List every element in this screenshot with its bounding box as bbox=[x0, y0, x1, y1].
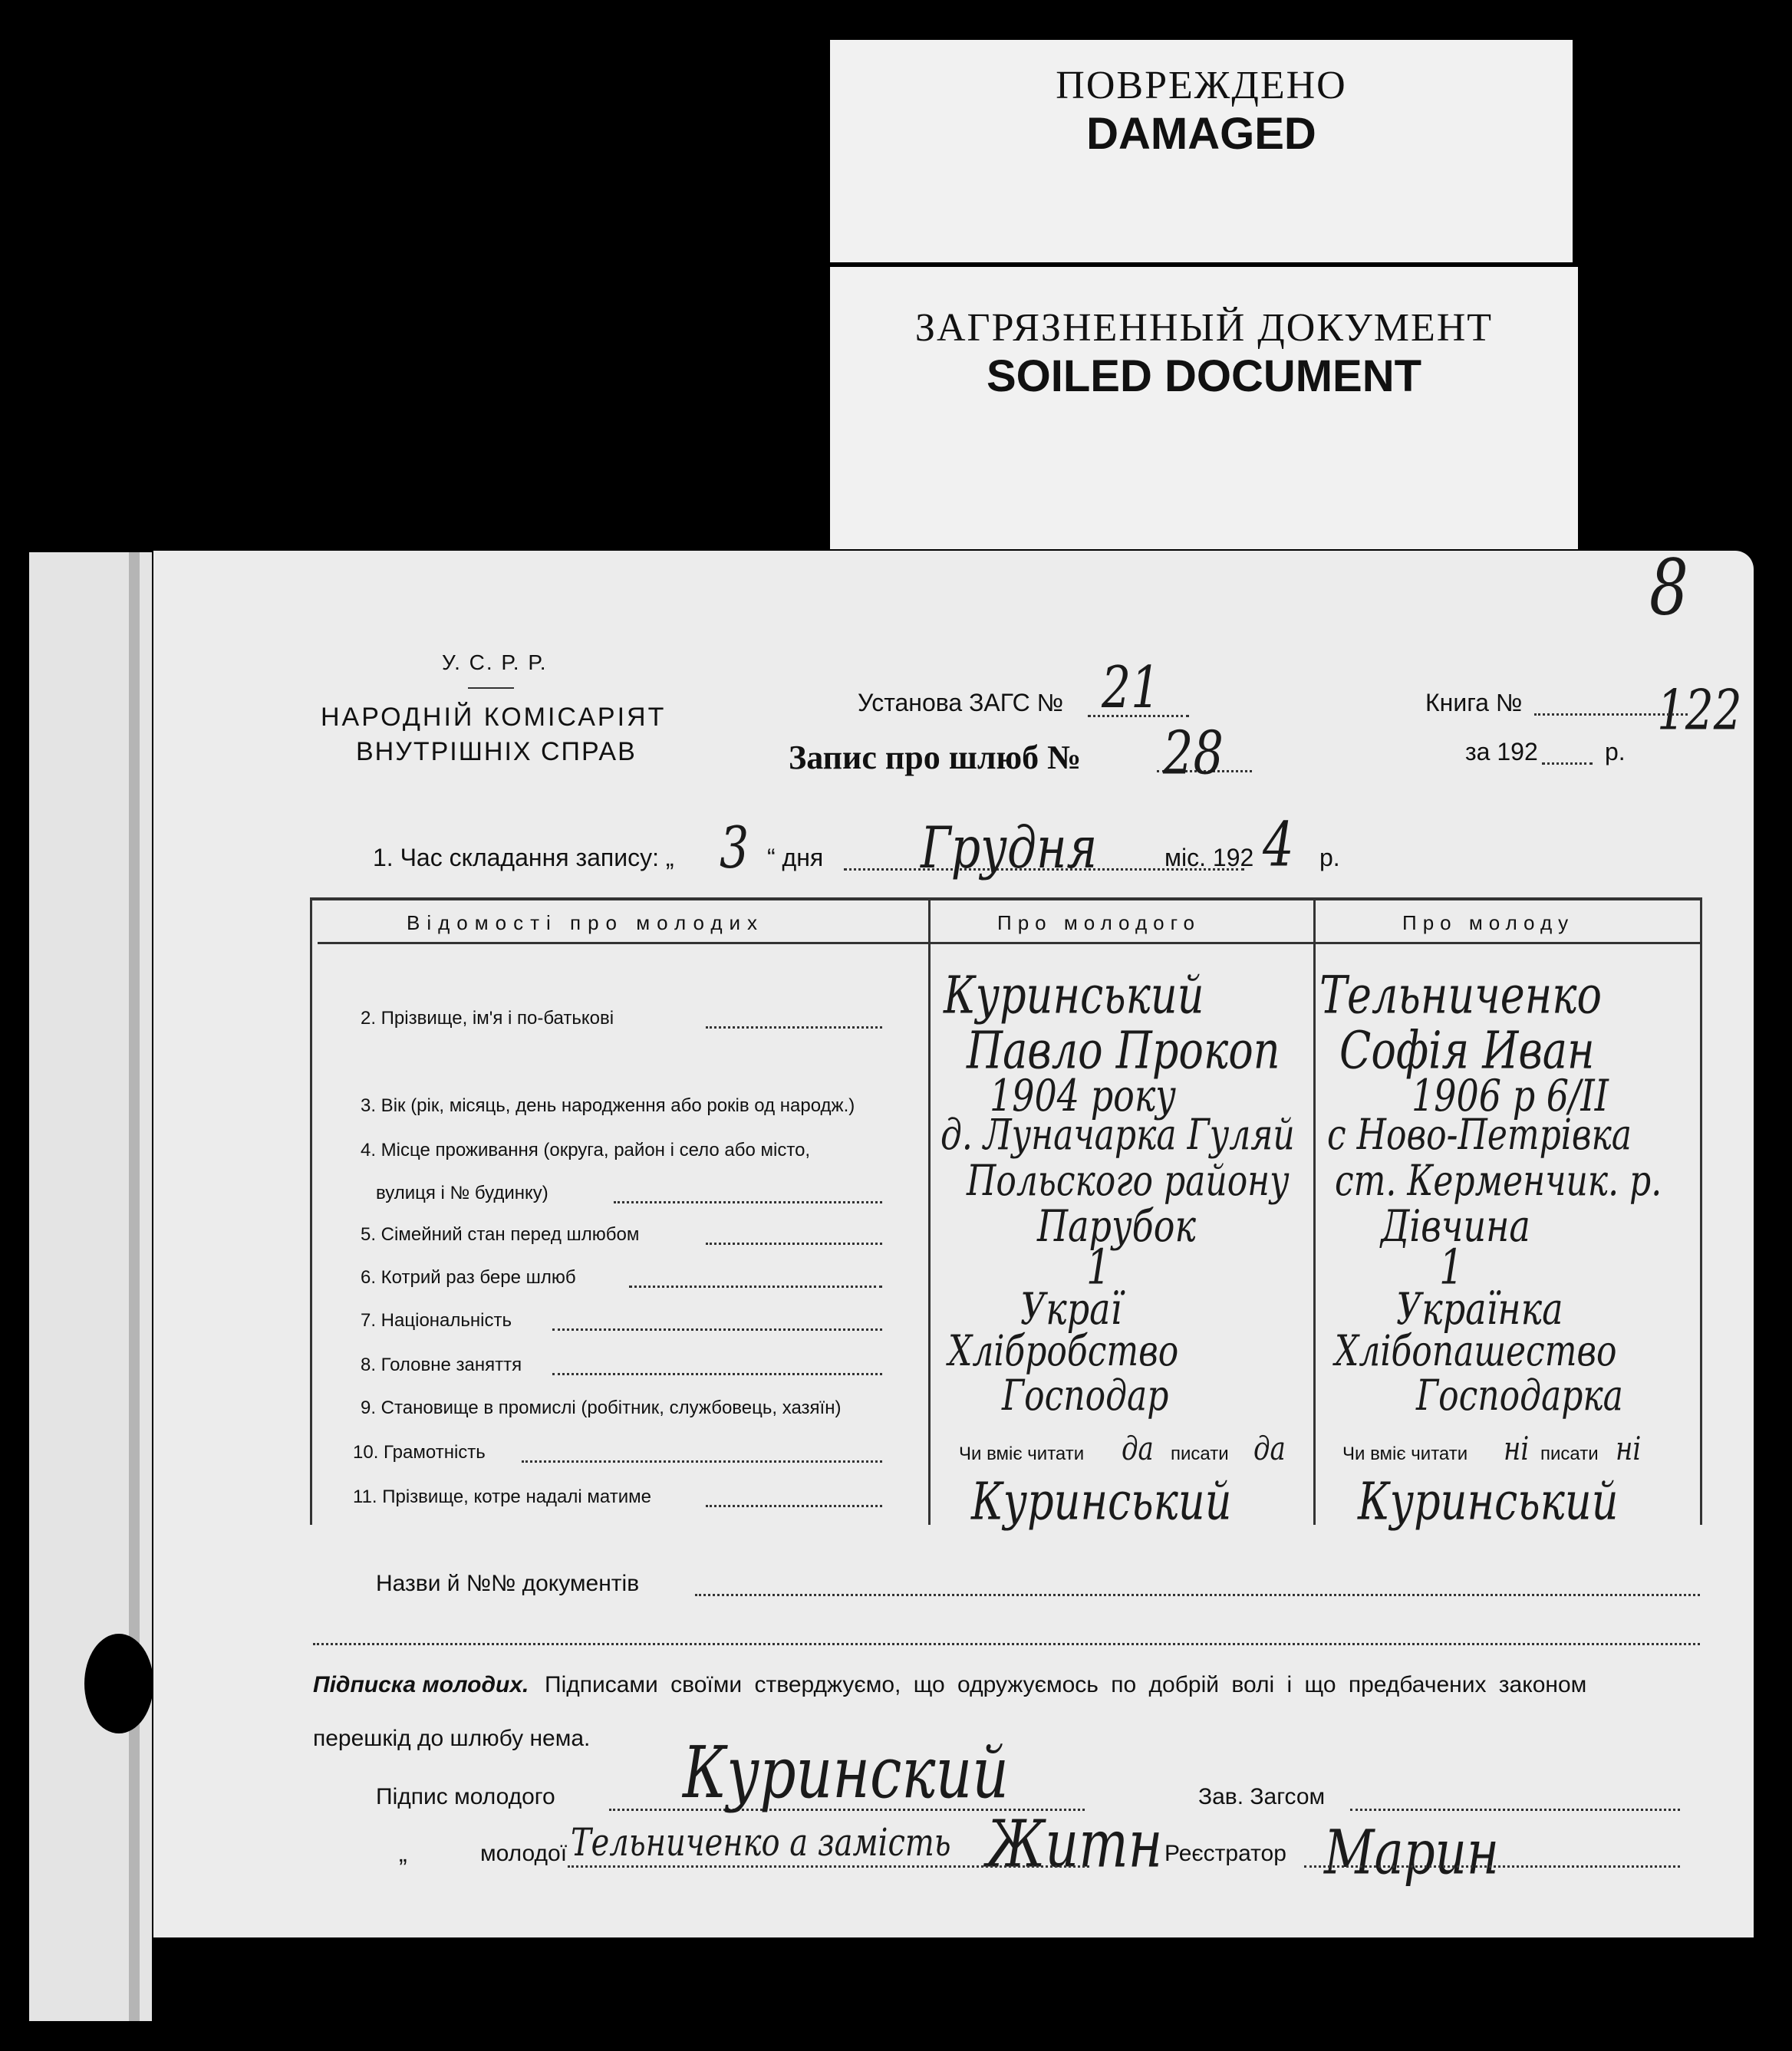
row-label-residence-2: вулиця і № будинку) bbox=[376, 1183, 548, 1203]
row-label-literacy: 10. Грамотність bbox=[353, 1442, 486, 1463]
bride-signature-line bbox=[568, 1865, 1089, 1868]
entry-time-label: 1. Час складання запису: „ bbox=[373, 844, 674, 871]
registrar-signature: Марин bbox=[1324, 1818, 1500, 1889]
table-left-border bbox=[310, 897, 312, 1525]
bride-birth: 1906 р 6/II bbox=[1412, 1069, 1609, 1121]
groom-signature-label: Підпис молодого bbox=[376, 1784, 555, 1809]
row-dots bbox=[706, 1026, 882, 1029]
groom-read-value: да bbox=[1122, 1430, 1154, 1468]
groom-occupation: Хлібробство bbox=[948, 1327, 1179, 1376]
groom-nationality: Украї bbox=[1020, 1282, 1122, 1335]
groom-read-label: Чи вміє читати bbox=[959, 1444, 1085, 1464]
row-label-marital: 5. Сімейний стан перед шлюбом bbox=[361, 1224, 640, 1245]
row-dots bbox=[614, 1201, 882, 1203]
groom-marriage-count: 1 bbox=[1086, 1239, 1111, 1295]
bride-signature-label: молодої bbox=[480, 1841, 568, 1866]
entry-suffix: р. bbox=[1319, 844, 1340, 871]
bride-surname: Тельниченко bbox=[1319, 965, 1602, 1026]
binding-seam bbox=[129, 552, 140, 2021]
office-no: 21 bbox=[1102, 654, 1161, 722]
head-registrar-line bbox=[1350, 1809, 1680, 1811]
row-label-age: 3. Вік (рік, місяць, день народження або років од народж.) bbox=[361, 1095, 855, 1116]
entry-month: Грудня bbox=[921, 815, 1098, 882]
groom-surname: Куринський bbox=[944, 965, 1204, 1026]
record-title: Запис про шлюб № bbox=[789, 739, 1082, 776]
punch-hole bbox=[84, 1634, 153, 1733]
head-registrar-label: Зав. Загсом bbox=[1198, 1784, 1326, 1809]
entry-year-digit: 4 bbox=[1263, 810, 1294, 881]
row-label-occupation: 8. Головне заняття bbox=[361, 1355, 522, 1375]
entry-day: 3 bbox=[720, 815, 749, 882]
table-right-border bbox=[1700, 897, 1702, 1525]
groom-future-surname: Куринський bbox=[971, 1471, 1232, 1532]
groom-residence-1: д. Луначарка Гуляй bbox=[940, 1111, 1295, 1160]
groom-position: Господар bbox=[1002, 1371, 1169, 1421]
soiled-label bbox=[830, 267, 1578, 549]
soiled-label-en: SOILED DOCUMENT bbox=[986, 351, 1422, 401]
book-label: Книга № bbox=[1425, 689, 1523, 716]
table-col-divider-2 bbox=[1313, 897, 1316, 1525]
ussr-header: У. С. Р. Р. bbox=[442, 650, 548, 674]
groom-signature: Куринский bbox=[683, 1732, 1009, 1815]
year-line bbox=[1542, 762, 1593, 765]
witness-signature: Житн bbox=[987, 1807, 1163, 1883]
registrar-label: Реєстратор bbox=[1164, 1841, 1286, 1866]
office-label: Установа ЗАГС № bbox=[858, 689, 1063, 716]
bride-marital: Дівчина bbox=[1381, 1200, 1530, 1252]
margin-note-number: 122 bbox=[1657, 677, 1742, 742]
year-suffix: р. bbox=[1605, 738, 1626, 765]
declaration-lead: Підписка молодих. bbox=[313, 1672, 529, 1697]
declaration-text-1: Підписами своїми стверджуємо, що одружуємось по добрій волі і що предбачених законом bbox=[545, 1672, 1587, 1697]
row-label-name: 2. Прізвище, ім'я і по-батькові bbox=[361, 1008, 614, 1029]
damaged-label bbox=[830, 40, 1573, 262]
groom-write-value: да bbox=[1253, 1430, 1286, 1468]
documents-line-2 bbox=[313, 1643, 1700, 1645]
bride-signature: Тельниченко а замість bbox=[571, 1821, 951, 1865]
year-label: за 192 bbox=[1465, 738, 1538, 765]
groom-marital: Парубок bbox=[1037, 1200, 1196, 1252]
bride-occupation: Хлібопашество bbox=[1335, 1327, 1617, 1376]
col-header-info: Відомості про молодих bbox=[407, 911, 765, 934]
registrar-line bbox=[1304, 1865, 1680, 1868]
bride-signature-prefix: „ bbox=[399, 1839, 407, 1867]
documents-label: Назви й №№ документів bbox=[376, 1571, 640, 1596]
groom-write-label: писати bbox=[1171, 1444, 1229, 1464]
row-dots bbox=[629, 1286, 882, 1288]
row-label-marriage-count: 6. Котрий раз бере шлюб bbox=[361, 1267, 576, 1288]
bride-read-label: Чи вміє читати bbox=[1342, 1444, 1468, 1464]
row-dots bbox=[522, 1460, 882, 1463]
margin-note-page: 8 bbox=[1649, 543, 1688, 633]
col-header-bride: Про молоду bbox=[1402, 911, 1575, 934]
bride-residence-2: ст. Керменчик. р. bbox=[1335, 1157, 1662, 1206]
groom-given-names: Павло Прокоп bbox=[967, 1020, 1280, 1081]
row-label-future-surname: 11. Прізвище, котре надалі матиме bbox=[353, 1486, 651, 1507]
declaration-text-2: перешкід до шлюбу нема. bbox=[313, 1726, 591, 1751]
record-no: 28 bbox=[1163, 718, 1224, 788]
commissariat-line1: НАРОДНІЙ КОМІСАРІЯТ bbox=[321, 703, 667, 732]
row-label-nationality: 7. Національність bbox=[361, 1310, 512, 1331]
bride-marriage-count: 1 bbox=[1439, 1239, 1464, 1295]
col-header-groom: Про молодого bbox=[997, 911, 1201, 934]
documents-line bbox=[695, 1594, 1700, 1596]
book-no-line bbox=[1534, 713, 1688, 716]
table-col-divider-1 bbox=[928, 897, 931, 1525]
table-top-border bbox=[310, 897, 1701, 900]
bride-read-value: ні bbox=[1504, 1430, 1530, 1468]
groom-residence-2: Польского району bbox=[967, 1157, 1290, 1206]
damaged-label-en: DAMAGED bbox=[1086, 109, 1316, 159]
marriage-record-sheet bbox=[153, 543, 1754, 1937]
bride-write-value: ні bbox=[1616, 1430, 1642, 1468]
bride-write-label: писати bbox=[1540, 1444, 1599, 1464]
entry-month-label: міс. 192 bbox=[1164, 844, 1254, 871]
bride-future-surname: Куринський bbox=[1358, 1471, 1619, 1532]
row-dots bbox=[706, 1505, 882, 1507]
row-dots bbox=[552, 1328, 882, 1331]
row-dots bbox=[552, 1373, 882, 1375]
bride-position: Господарка bbox=[1416, 1371, 1623, 1421]
damaged-label-ru: ПОВРЕЖДЕНО bbox=[1056, 64, 1347, 107]
row-label-residence: 4. Місце проживання (округа, район і село або місто, bbox=[361, 1140, 811, 1160]
groom-birth: 1904 року bbox=[990, 1069, 1176, 1121]
binding-strip bbox=[29, 552, 152, 2021]
header-divider bbox=[468, 687, 514, 689]
bride-given-names: Софія Иван bbox=[1339, 1020, 1595, 1081]
row-label-position: 9. Становище в промислі (робітник, службовець, хазяїн) bbox=[361, 1398, 842, 1418]
bride-residence-1: с Ново-Петрівка bbox=[1327, 1111, 1632, 1160]
row-dots bbox=[706, 1243, 882, 1245]
bride-nationality: Українка bbox=[1396, 1282, 1563, 1335]
commissariat-line2: ВНУТРІШНІХ СПРАВ bbox=[356, 737, 637, 766]
table-header-border bbox=[318, 942, 1701, 944]
soiled-label-ru: ЗАГРЯЗНЕННЫЙ ДОКУМЕНТ bbox=[914, 306, 1494, 350]
entry-day-label: “ дня bbox=[767, 844, 824, 871]
